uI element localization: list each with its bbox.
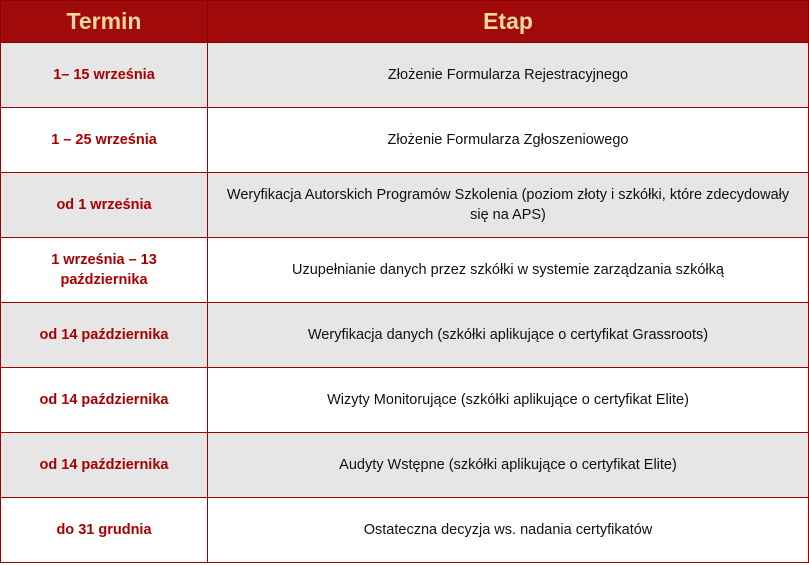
header-term: Termin (1, 1, 208, 43)
table-row (1, 498, 809, 563)
stage-cell: Złożenie Formularza Rejestracyjnego (208, 43, 809, 108)
stage-cell: Uzupełnianie danych przez szkółki w systemie zarządzania szkółką (208, 238, 809, 303)
table-row (1, 238, 809, 303)
stage-cell: Audyty Wstępne (szkółki aplikujące o certyfikat Elite) (208, 433, 809, 498)
term-cell: do 31 grudnia (1, 498, 208, 563)
term-cell: 1– 15 września (1, 43, 208, 108)
term-cell: od 1 września (1, 173, 208, 238)
table-row (1, 303, 809, 368)
stage-cell: Weryfikacja Autorskich Programów Szkolenia (poziom złoty i szkółki, które zdecydowały się na APS) (208, 173, 809, 238)
stage-cell: Złożenie Formularza Zgłoszeniowego (208, 108, 809, 173)
term-cell: od 14 października (1, 433, 208, 498)
table-row (1, 433, 809, 498)
term-cell: 1 września – 13 października (1, 238, 208, 303)
table-header (1, 1, 809, 43)
stage-cell: Ostateczna decyzja ws. nadania certyfikatów (208, 498, 809, 563)
table-row (1, 173, 809, 238)
stage-cell: Weryfikacja danych (szkółki aplikujące o certyfikat Grassroots) (208, 303, 809, 368)
table-row (1, 108, 809, 173)
header-row (1, 1, 809, 43)
stage-cell: Wizyty Monitorujące (szkółki aplikujące o certyfikat Elite) (208, 368, 809, 433)
table-row (1, 43, 809, 108)
term-cell: od 14 października (1, 303, 208, 368)
term-cell: od 14 października (1, 368, 208, 433)
table-body (1, 43, 809, 563)
term-cell: 1 – 25 września (1, 108, 208, 173)
table-row (1, 368, 809, 433)
header-stage: Etap (208, 1, 809, 43)
